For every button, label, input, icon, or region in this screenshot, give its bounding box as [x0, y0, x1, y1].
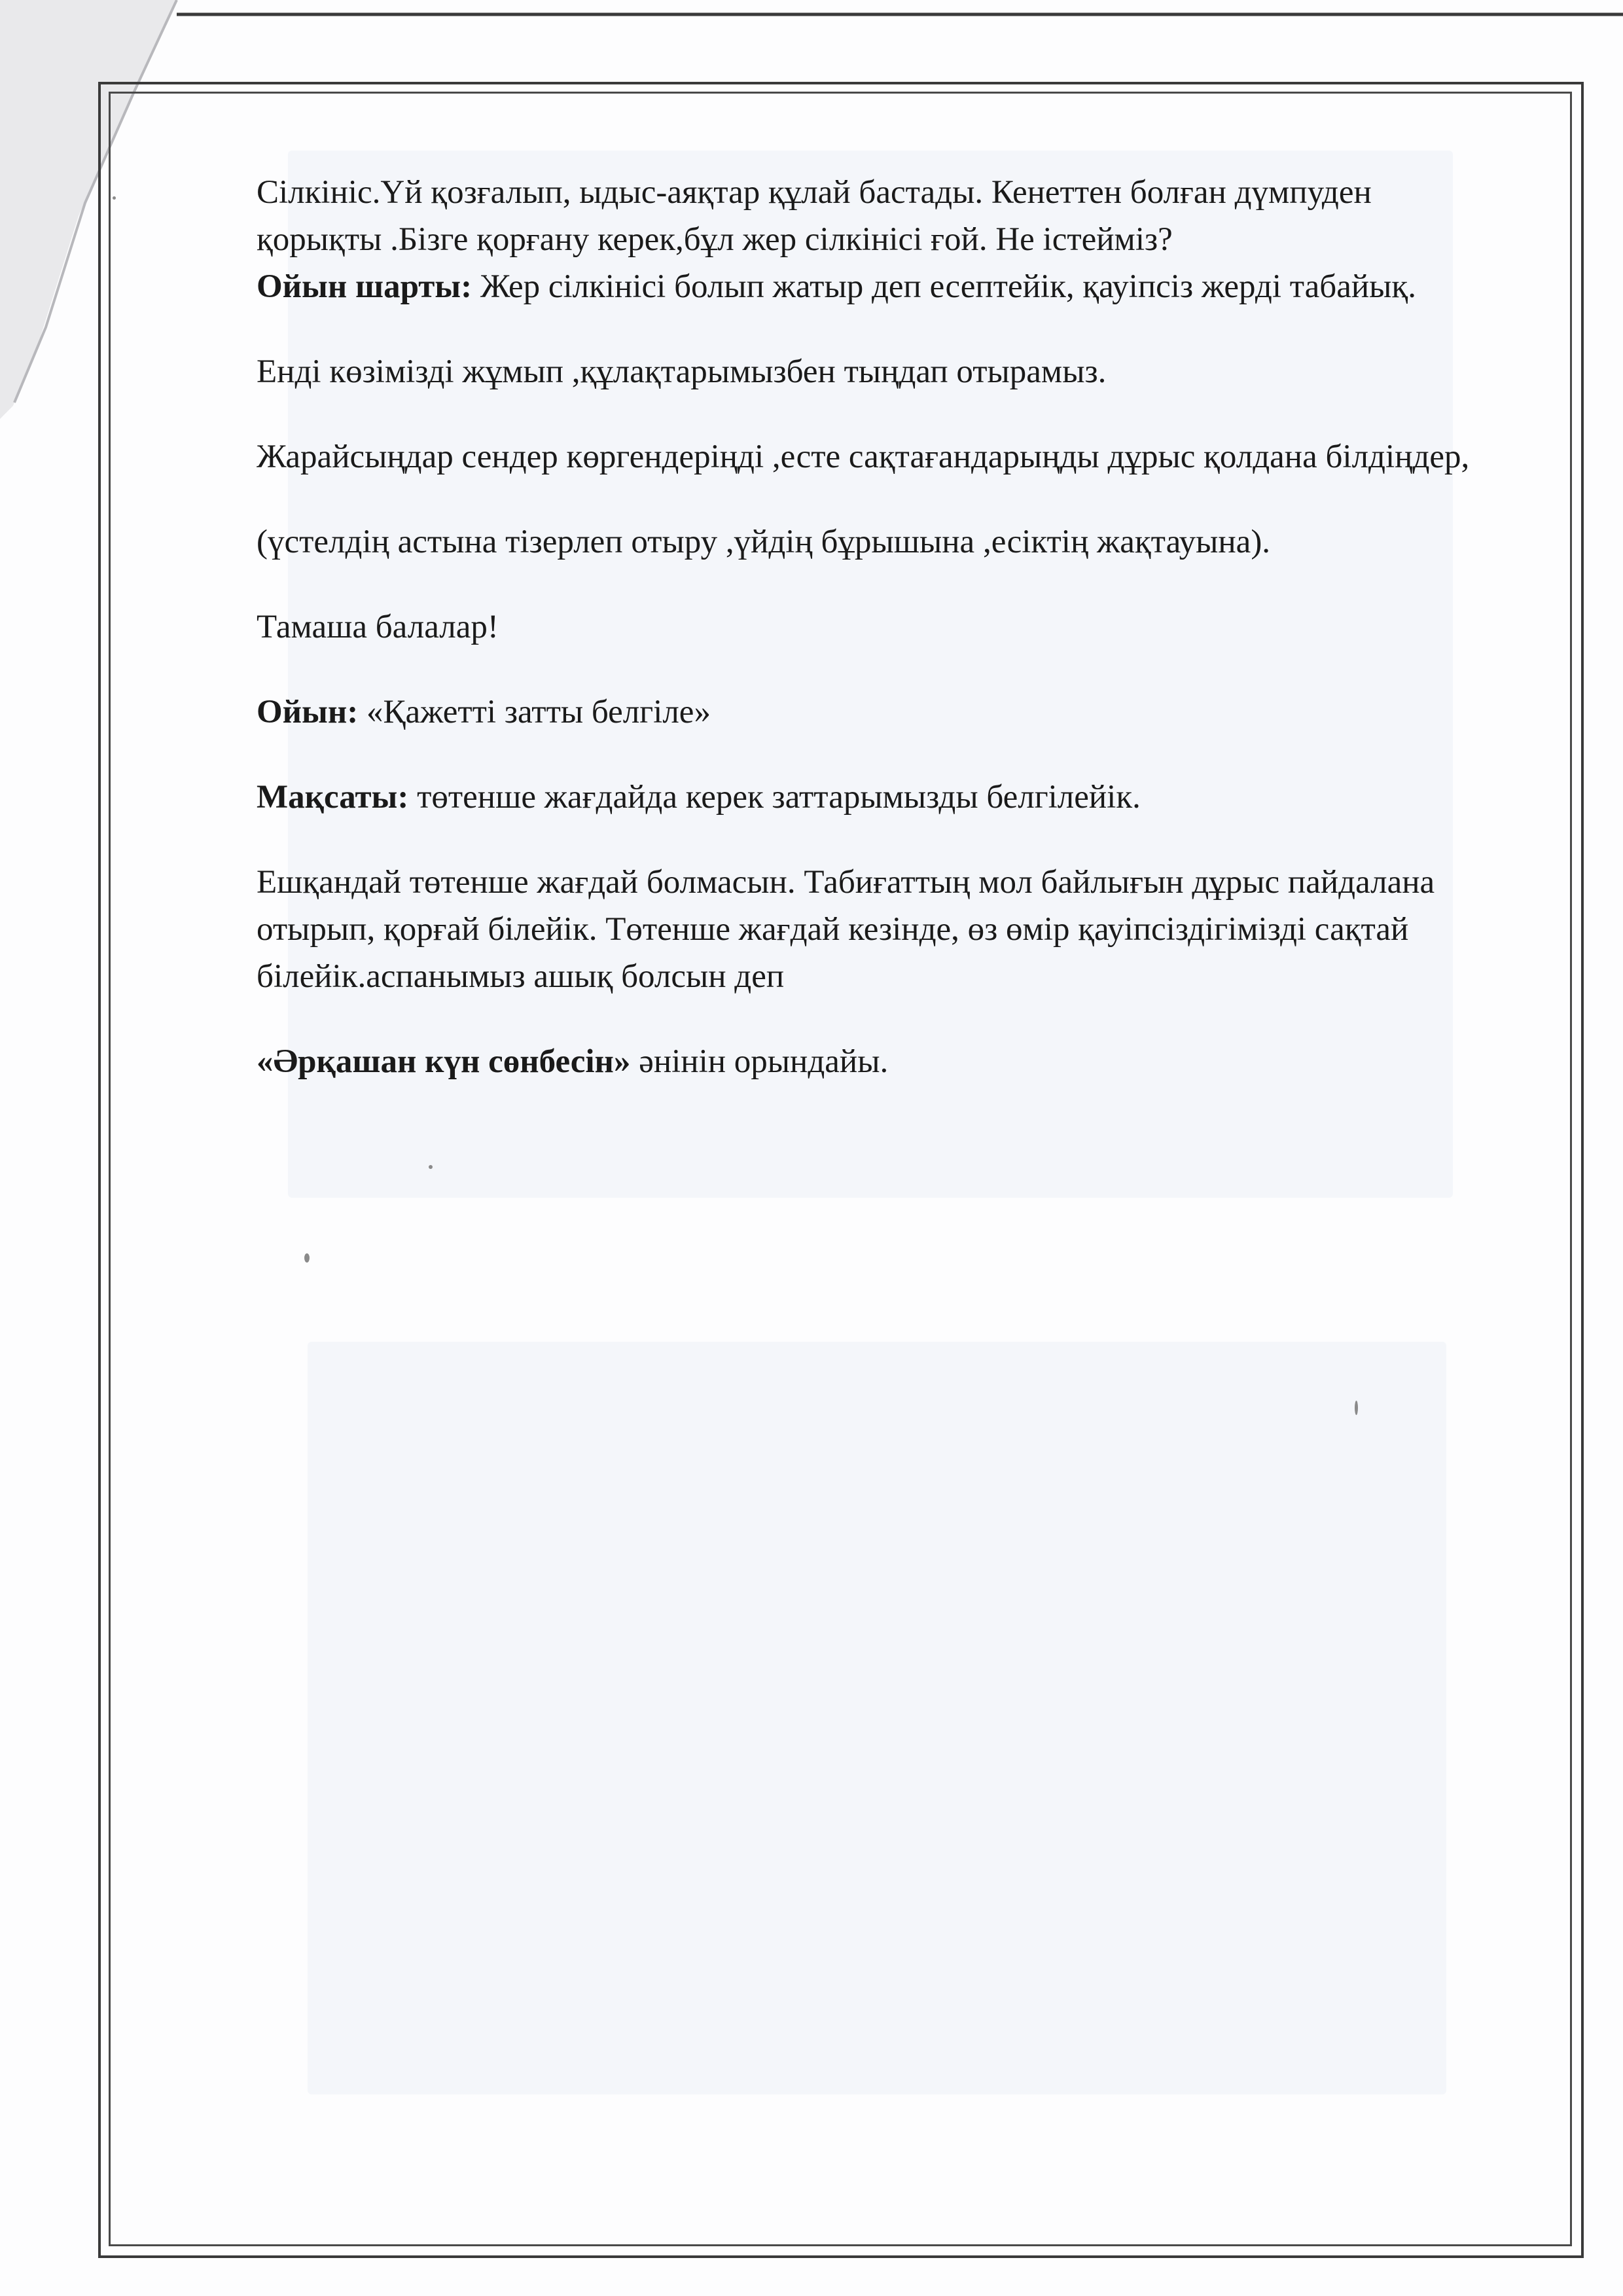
paragraph-well-done	[257, 603, 1500, 651]
scan-speck	[429, 1165, 433, 1169]
paragraph-text: Жер сілкінісі болып жатыр деп есептейік, қауіпсіз жерді табайық.	[472, 268, 1416, 305]
scan-speck	[304, 1253, 310, 1263]
paragraph-earthquake-intro	[257, 169, 1500, 263]
label-game: Ойын:	[257, 694, 359, 730]
paragraph-text: Сілкініс.Үй қозғалып, ыдыс-аяқтар құлай бастады. Кенеттен болған дүмпуден қорықты .Бізге қорғану керек,бұл жер сілкінісі ғой. Не істейміз?	[257, 174, 1372, 258]
paragraph-text: (үстелдің астына тізерлеп отыру ,үйдің бұрышына ,есіктің жақтауына).	[257, 524, 1271, 560]
paragraph-text: «Қажетті затты белгіле»	[358, 694, 711, 730]
document-body	[257, 169, 1500, 1123]
label-song-title: «Әрқашан күн сөнбесін»	[257, 1043, 631, 1080]
paragraph-praise	[257, 433, 1500, 480]
label-goal: Мақсаты:	[257, 779, 409, 816]
paragraph-text: төтенше жағдайда керек заттарымызды белгілейік.	[408, 779, 1141, 816]
paragraph-goal	[257, 774, 1500, 821]
paragraph-text: Ешқандай төтенше жағдай болмасын. Табиғаттың мол байлығын дұрыс пайдалана отырып, қорғай білейік. Төтенше жағдай кезінде, өз өмір қауіпсіздігімізді сақтай білейік.аспанымыз ашық болсын деп	[257, 864, 1435, 995]
paragraph-text: Тамаша балалар!	[257, 609, 499, 645]
paragraph-game-title	[257, 689, 1500, 736]
label-game-condition: Ойын шарты:	[257, 268, 473, 305]
paragraph-conclusion	[257, 859, 1500, 1000]
paragraph-game-condition	[257, 263, 1500, 310]
paragraph-song	[257, 1038, 1500, 1085]
paragraph-close-eyes	[257, 348, 1500, 395]
scan-speck	[113, 196, 116, 200]
paragraph-text: Енді көзімізді жұмып ,құлақтарымызбен тыңдап отырамыз.	[257, 353, 1107, 390]
paragraph-text: Жарайсыңдар сендер көргендеріңді ,есте сақтағандарыңды дұрыс қолдана білдіңдер,	[257, 439, 1470, 475]
scan-speck	[1355, 1401, 1358, 1415]
paragraph-safe-places	[257, 518, 1500, 565]
paragraph-text: әнінін орындайы.	[630, 1043, 889, 1080]
